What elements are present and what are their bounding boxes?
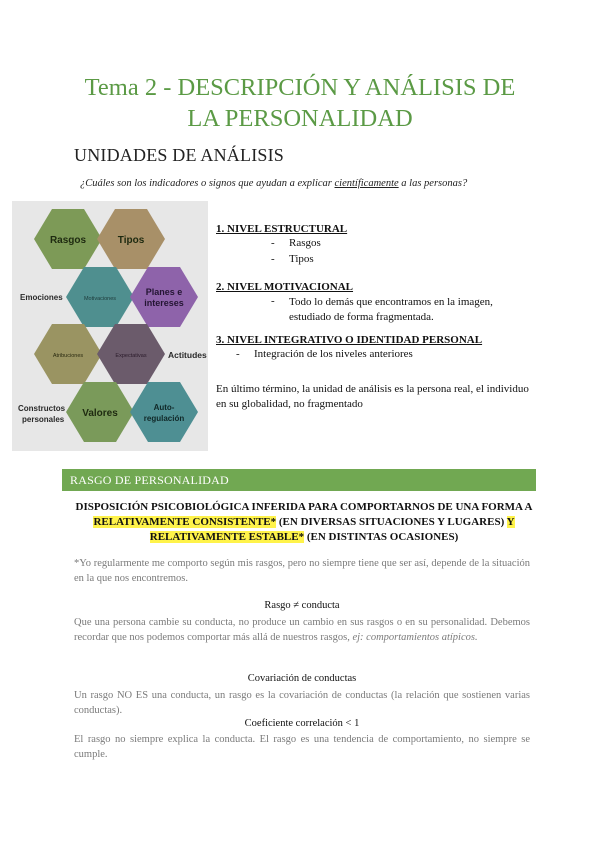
title-line-2: LA PERSONALIDAD [187, 105, 413, 132]
svg-text:Planes e: Planes e [145, 287, 183, 297]
list-item: - Rasgos [271, 237, 321, 249]
question-text: ¿Cuáles son los indicadores o signos que ayudan a explicar científicamente a las personas? [80, 178, 468, 189]
title-line-1: Tema 2 - DESCRIPCIÓN Y ANÁLISIS DE [84, 74, 516, 101]
hex-planes [130, 267, 198, 327]
hex-atribuciones [34, 324, 102, 384]
heading-covariacion: Covariación de conductas [247, 673, 357, 684]
label-personales: personales [22, 415, 65, 424]
list-item: - Tipos [271, 253, 314, 265]
footnote: *Yo regularmente me comporto según mis rasgos, pero no siempre tiene que ser así, depende de la situación en la que nos encontremos. [74, 558, 530, 584]
units-diagram [12, 201, 208, 451]
svg-text:Auto-: Auto- [153, 403, 175, 412]
svg-text:Rasgos: Rasgos [49, 235, 87, 246]
label-constructos: Constructos [18, 404, 66, 413]
hex-autorregulacion [130, 382, 198, 442]
svg-text:Expectativas: Expectativas [115, 353, 147, 359]
svg-text:Valores: Valores [82, 408, 118, 419]
svg-text:Tipos: Tipos [117, 235, 145, 246]
analysis-levels [216, 223, 536, 362]
paragraph-rasgo-conducta: Que una persona cambie su conducta, no produce un cambio en sus rasgos o en su personalidad. Debemos recordar que nos podemos comportar más allá de nuestros rasgos, ej: comportamientos atípicos. [74, 617, 530, 643]
hex-rasgos [34, 209, 102, 269]
paragraph-covariacion: Un rasgo NO ES una conducta, un rasgo es la covariación de conductas (la relación que sostienen varias conductas). [74, 690, 530, 716]
highlight-estable: Y RELATIVAMENTE ESTABLE* [149, 516, 515, 543]
highlight-consistente: RELATIVAMENTE CONSISTENTE* [93, 516, 277, 528]
section-banner: RASGO DE PERSONALIDAD [62, 469, 536, 491]
svg-text:Motivaciones: Motivaciones [83, 296, 117, 302]
level-1-title: 1. NIVEL ESTRUCTURAL [216, 223, 348, 235]
svg-text:intereses: intereses [144, 298, 184, 308]
svg-text:regulación: regulación [143, 414, 185, 423]
list-item: - Todo lo demás que encontramos en la imagen, estudiado de forma fragmentada. [271, 295, 493, 323]
label-actitudes: Actitudes [168, 350, 207, 360]
hex-expectativas [97, 324, 165, 384]
final-paragraph: En último término, la unidad de análisis es la persona real, el individuo en su globalidad, no fragmentado [216, 383, 529, 410]
hex-tipos [97, 209, 165, 269]
hexagon-diagram [12, 201, 208, 451]
list-item: - Integración de los niveles anteriores [236, 348, 413, 360]
level-2-title: 2. NIVEL MOTIVACIONAL [216, 281, 354, 293]
underlined-word: científicamente [334, 178, 399, 189]
label-emociones: Emociones [20, 293, 63, 302]
svg-text:Atribuciones: Atribuciones [52, 353, 84, 359]
paragraph-coeficiente: El rasgo no siempre explica la conducta. El rasgo es una tendencia de comportamiento, no siempre se cumple. [74, 734, 530, 760]
hex-valores [66, 382, 134, 442]
section-heading: UNIDADES DE ANÁLISIS [74, 145, 284, 165]
document-title [0, 72, 600, 134]
level-3-title: 3. NIVEL INTEGRATIVO O IDENTIDAD PERSONAL [216, 334, 483, 346]
heading-coeficiente: Coeficiente correlación < 1 [244, 718, 360, 729]
heading-rasgo-conducta: Rasgo ≠ conducta [264, 600, 340, 611]
trait-definition: DISPOSICIÓN PSICOBIOLÓGICA INFERIDA PARA COMPORTARNOS DE UNA FORMA A RELATIVAMENTE CONSISTENTE* (EN DIVERSAS SITUACIONES Y LUGARES) Y RELATIVAMENTE ESTABLE* (EN DISTINTAS OCASIONES) [75, 501, 533, 543]
hex-motivaciones [66, 267, 134, 327]
